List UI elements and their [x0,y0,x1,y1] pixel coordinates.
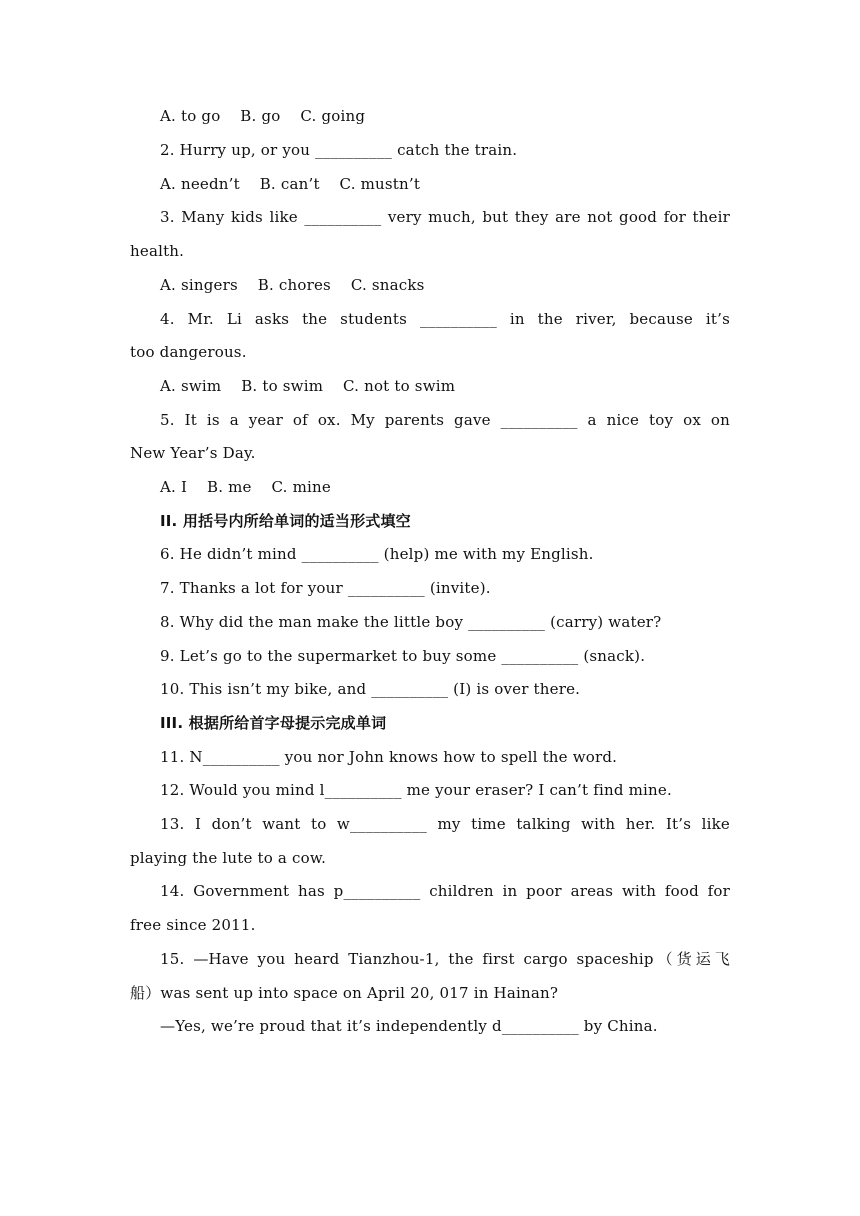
q15-question-continued: 船）was sent up into space on April 20, 017 in Hainan? [130,984,559,1002]
q1-options: A. to go B. go C. going [160,107,366,125]
q12-question: 12. Would you mind l__________ me your eraser? I can’t find mine. [160,781,672,799]
q10-question: 10. This isn’t my bike, and __________ (I) is over there. [160,680,581,698]
q3-options: A. singers B. chores C. snacks [160,276,425,294]
q2-options: A. needn’t B. can’t C. mustn’t [160,175,421,193]
q5-question: 5. It is a year of ox. My parents gave __________ a nice toy ox on [160,411,730,429]
q3-question: 3. Many kids like __________ very much, but they are not good for their [160,208,730,226]
section-ii-heading: II. 用括号内所给单词的适当形式填空 [160,512,411,530]
q13-question: 13. I don’t want to w__________ my time talking with her. It’s like [160,815,730,833]
q5-question-continued: New Year’s Day. [130,444,256,462]
q11-question: 11. N__________ you nor John knows how to spell the word. [160,748,618,766]
q5-options: A. I B. me C. mine [160,478,331,496]
q4-question-continued: too dangerous. [130,343,247,361]
q15-answer: —Yes, we’re proud that it’s independently d__________ by China. [160,1017,658,1035]
q14-question-continued: free since 2011. [130,916,256,934]
q8-question: 8. Why did the man make the little boy __________ (carry) water? [160,613,662,631]
q13-question-continued: playing the lute to a cow. [130,849,327,867]
q9-question: 9. Let’s go to the supermarket to buy some __________ (snack). [160,647,646,665]
section-iii-heading: III. 根据所给首字母提示完成单词 [160,714,387,732]
q4-question: 4. Mr. Li asks the students __________ in the river, because it’s [160,310,730,328]
q4-options: A. swim B. to swim C. not to swim [160,377,456,395]
q6-question: 6. He didn’t mind __________ (help) me with my English. [160,545,594,563]
q15-question: 15. —Have you heard Tianzhou-1, the first cargo spaceship（货运飞 [160,950,730,968]
q7-question: 7. Thanks a lot for your __________ (invite). [160,579,491,597]
q3-question-continued: health. [130,242,185,260]
q2-question: 2. Hurry up, or you __________ catch the train. [160,141,518,159]
q14-question: 14. Government has p__________ children in poor areas with food for [160,882,730,900]
